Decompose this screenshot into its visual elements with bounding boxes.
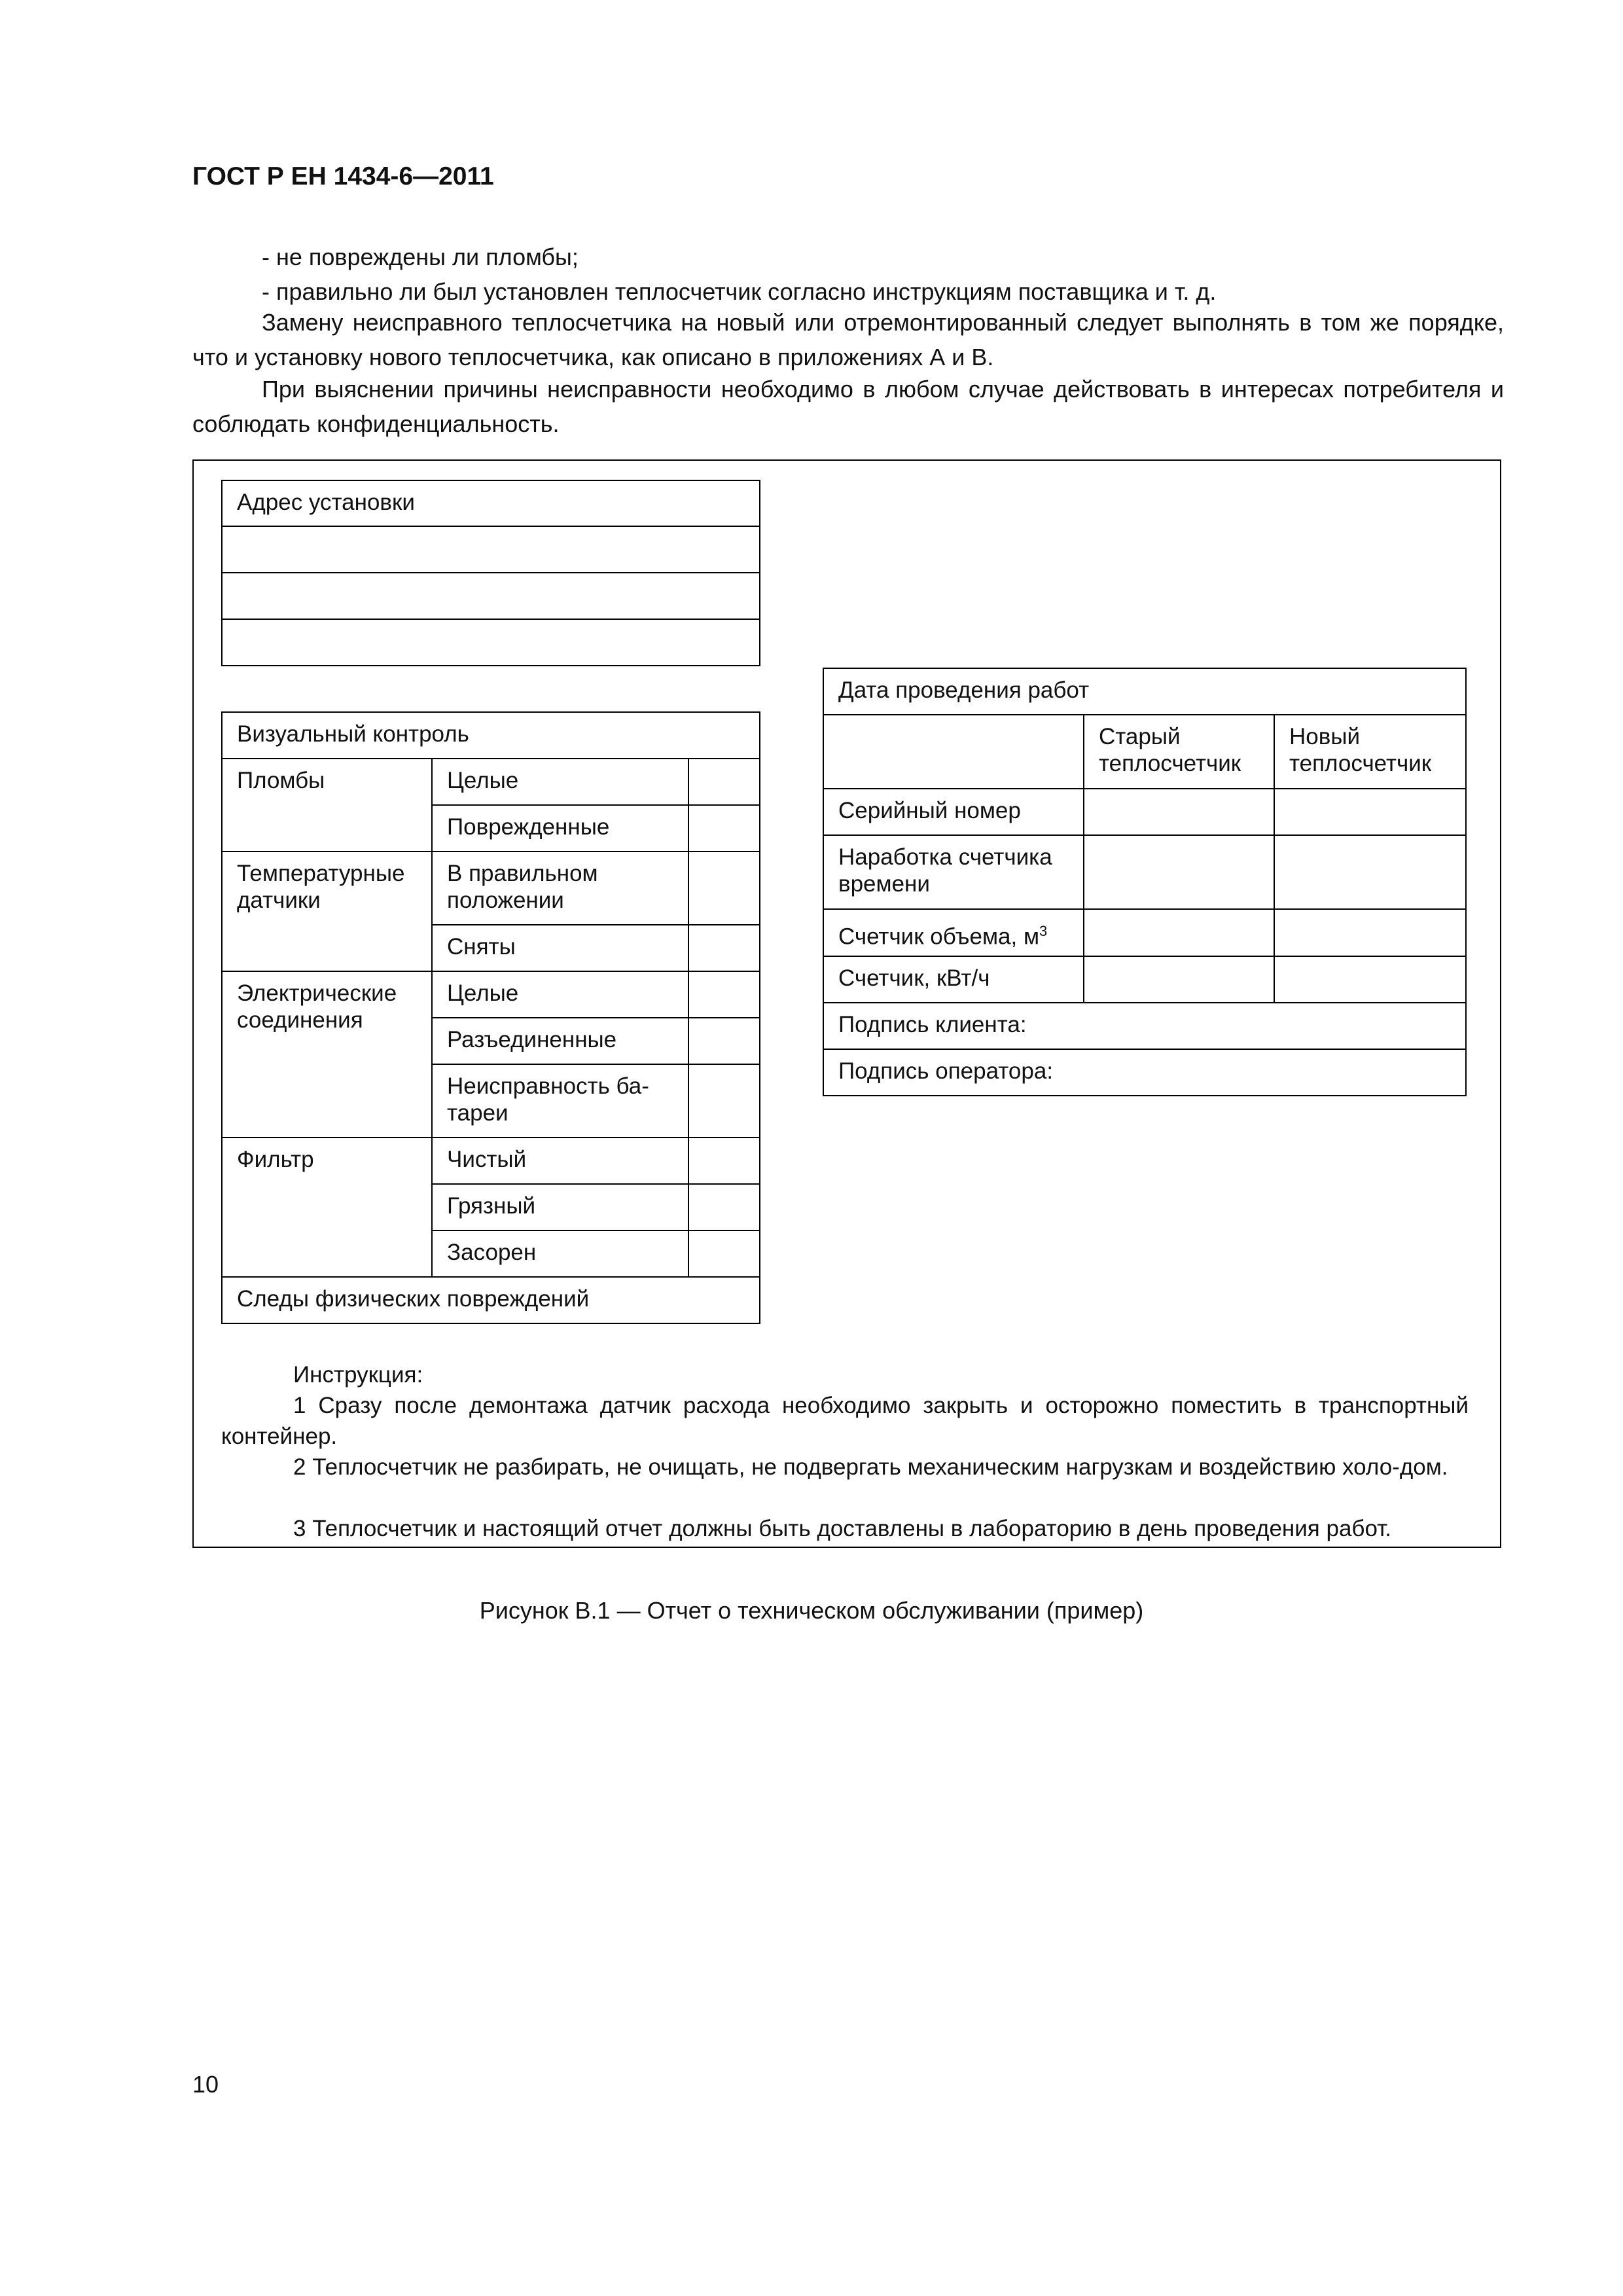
elec-battery-checkbox[interactable] bbox=[688, 1064, 760, 1138]
volume-old-field[interactable] bbox=[1084, 909, 1274, 956]
address-field-3[interactable] bbox=[222, 619, 760, 666]
filter-dirty-checkbox[interactable] bbox=[688, 1184, 760, 1230]
instructions-title: Инструкция: bbox=[293, 1362, 423, 1388]
figure-caption: Рисунок В.1 — Отчет о техническом обслуживании (пример) bbox=[479, 1597, 1144, 1624]
runtime-old-field[interactable] bbox=[1084, 835, 1274, 909]
electrical-label: Электрические соединения bbox=[222, 971, 432, 1138]
intro-line-2: - правильно ли был установлен теплосчетчик согласно инструкциям поставщика и т. д. bbox=[262, 278, 1217, 305]
meter-data-form bbox=[823, 668, 1467, 1096]
serial-new-field[interactable] bbox=[1274, 789, 1466, 835]
elec-intact-label: Целые bbox=[432, 971, 688, 1018]
filter-clogged-checkbox[interactable] bbox=[688, 1230, 760, 1277]
visual-inspection-form bbox=[221, 480, 760, 1324]
seals-intact-label: Целые bbox=[432, 759, 688, 805]
volume-unit-superscript: 3 bbox=[1039, 923, 1048, 939]
filter-clogged-label: Засорен bbox=[432, 1230, 688, 1277]
energy-label: Счетчик, кВт/ч bbox=[823, 956, 1084, 1003]
old-meter-header: Старый теплосчетчик bbox=[1084, 715, 1274, 789]
address-field-2[interactable] bbox=[222, 573, 760, 619]
filter-clean-checkbox[interactable] bbox=[688, 1138, 760, 1184]
filter-clean-label: Чистый bbox=[432, 1138, 688, 1184]
address-label: Адрес установки bbox=[222, 480, 760, 526]
elec-disconnected-checkbox[interactable] bbox=[688, 1018, 760, 1064]
date-label: Дата проведения работ bbox=[823, 668, 1466, 715]
filter-label: Фильтр bbox=[222, 1138, 432, 1277]
intro-paragraph-1: Замену неисправного теплосчетчика на новый или отремонтированный следует выполнять в том же порядке, что и установку нового теплосчетчика, как описано в приложениях А и В. bbox=[192, 309, 1504, 370]
instruction-item-1: 1 Сразу после демонтажа датчик расхода необходимо закрыть и осторожно поместить в транспортный контейнер. bbox=[221, 1393, 1469, 1449]
energy-old-field[interactable] bbox=[1084, 956, 1274, 1003]
intro-paragraph-2: При выяснении причины неисправности необходимо в любом случае действовать в интересах потребителя и соблюдать конфиденциальность. bbox=[192, 376, 1504, 437]
seals-damaged-label: Поврежденные bbox=[432, 805, 688, 852]
address-field-1[interactable] bbox=[222, 526, 760, 573]
filter-dirty-label: Грязный bbox=[432, 1184, 688, 1230]
page-number: 10 bbox=[192, 2071, 219, 2098]
volume-label: Счетчик объема, $м^3$ bbox=[823, 909, 1084, 956]
instruction-item-2: 2 Теплосчетчик не разбирать, не очищать, не подвергать механическим нагрузкам и воздействию холо-дом. bbox=[293, 1454, 1448, 1480]
temp-correct-label: В правильном положении bbox=[432, 852, 688, 925]
operator-signature[interactable]: Подпись оператора: bbox=[823, 1049, 1466, 1096]
instruction-item-3: 3 Теплосчетчик и настоящий отчет должны быть доставлены в лабораторию в день проведения работ. bbox=[293, 1516, 1392, 1541]
elec-disconnected-label: Разъединенные bbox=[432, 1018, 688, 1064]
seals-damaged-checkbox[interactable] bbox=[688, 805, 760, 852]
energy-new-field[interactable] bbox=[1274, 956, 1466, 1003]
visual-control-heading: Визуальный контроль bbox=[222, 712, 760, 759]
temp-removed-label: Сняты bbox=[432, 925, 688, 971]
form-gap bbox=[222, 666, 760, 712]
document-header: ГОСТ Р ЕН 1434-6—2011 bbox=[192, 162, 494, 190]
seals-intact-checkbox[interactable] bbox=[688, 759, 760, 805]
serial-old-field[interactable] bbox=[1084, 789, 1274, 835]
temp-sensors-label: Температурные датчики bbox=[222, 852, 432, 971]
volume-new-field[interactable] bbox=[1274, 909, 1466, 956]
serial-label: Серийный номер bbox=[823, 789, 1084, 835]
elec-battery-label: Неисправность ба-тареи bbox=[432, 1064, 688, 1138]
temp-correct-checkbox[interactable] bbox=[688, 852, 760, 925]
temp-removed-checkbox[interactable] bbox=[688, 925, 760, 971]
intro-line-1: - не повреждены ли пломбы; bbox=[262, 243, 579, 270]
seals-label: Пломбы bbox=[222, 759, 432, 852]
new-meter-header: Новый теплосчетчик bbox=[1274, 715, 1466, 789]
physical-damage-label: Следы физических повреждений bbox=[222, 1277, 760, 1323]
client-signature[interactable]: Подпись клиента: bbox=[823, 1003, 1466, 1049]
header-blank-cell bbox=[823, 715, 1084, 789]
elec-intact-checkbox[interactable] bbox=[688, 971, 760, 1018]
runtime-label: Наработка счетчика времени bbox=[823, 835, 1084, 909]
runtime-new-field[interactable] bbox=[1274, 835, 1466, 909]
